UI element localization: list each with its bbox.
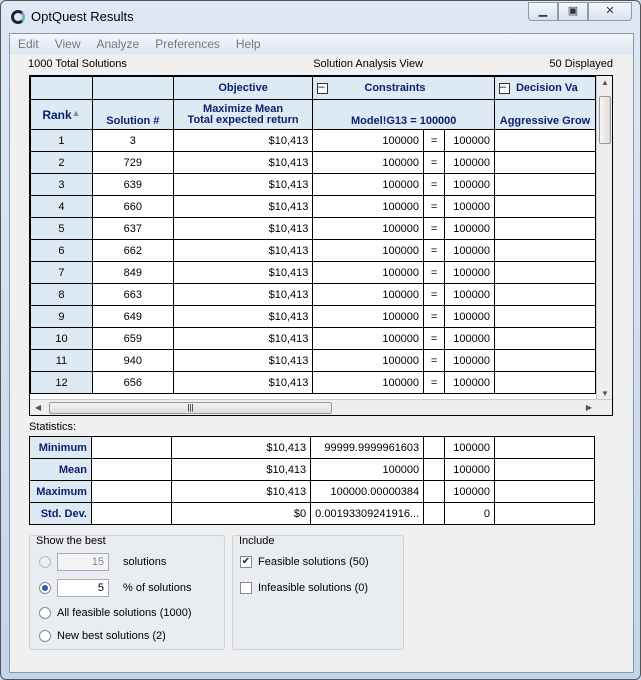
table-row[interactable] (31, 372, 596, 394)
percent-label: % of solutions (123, 582, 192, 594)
solution-cell: 637 (92, 218, 173, 240)
rank-cell: 8 (31, 284, 93, 306)
horizontal-scrollbar[interactable]: ◀ ||| ▶ (30, 399, 612, 415)
minimize-button[interactable]: ▁ (528, 2, 558, 21)
operator-cell: = (424, 350, 445, 372)
infeasible-label: Infeasible solutions (0) (258, 582, 369, 594)
decision-cell (494, 328, 595, 350)
close-button[interactable]: ✕ (588, 2, 632, 21)
window-title: OptQuest Results (31, 9, 134, 24)
stat-constraint-value: 100000.00000384 (311, 481, 424, 503)
constraint-value-cell: 100000 (313, 372, 424, 394)
client-area (9, 33, 634, 673)
rhs-cell: 100000 (445, 130, 495, 152)
rank-cell: 2 (31, 152, 93, 174)
operator-cell: = (424, 262, 445, 284)
operator-cell: = (424, 174, 445, 196)
view-name: Solution Analysis View (313, 58, 424, 70)
constraint-value-cell: 100000 (313, 196, 424, 218)
stat-rhs: 0 (445, 503, 495, 525)
solution-cell: 656 (92, 372, 173, 394)
scroll-left-icon: ◀ (35, 403, 42, 412)
rank-cell: 10 (31, 328, 93, 350)
infeasible-checkbox[interactable] (240, 582, 252, 594)
rank-cell: 7 (31, 262, 93, 284)
decision-cell (494, 130, 595, 152)
collapse-icon[interactable]: – (499, 83, 510, 94)
table-row[interactable] (31, 218, 596, 240)
constraint-value-cell: 100000 (313, 328, 424, 350)
include-title: Include (239, 535, 275, 547)
stats-row (30, 503, 595, 525)
objective-cell: $10,413 (173, 328, 313, 350)
solution-cell: 639 (92, 174, 173, 196)
table-row[interactable] (31, 130, 596, 152)
constraint-value-cell: 100000 (313, 240, 424, 262)
count-input[interactable]: 15 (57, 553, 109, 571)
table-row[interactable] (31, 284, 596, 306)
objective-subheader: Maximize Mean Total expected return (173, 100, 313, 130)
stat-label: Std. Dev. (30, 503, 92, 525)
rhs-cell: 100000 (445, 284, 495, 306)
rhs-cell: 100000 (445, 152, 495, 174)
decision-cell (494, 152, 595, 174)
constraints-label: Constraints (364, 82, 426, 94)
total-solutions: 1000 Total Solutions (28, 58, 127, 70)
rank-cell: 6 (31, 240, 93, 262)
stats-row (30, 459, 595, 481)
scroll-down-icon: ▼ (601, 389, 609, 398)
operator-cell: = (424, 218, 445, 240)
menu-edit[interactable]: Edit (18, 37, 39, 51)
stat-rhs: 100000 (445, 437, 495, 459)
solution-cell: 849 (92, 262, 173, 284)
solution-cell: 662 (92, 240, 173, 262)
scroll-right-icon: ▶ (585, 403, 592, 412)
constraints-header[interactable] (313, 77, 495, 100)
rhs-cell: 100000 (445, 174, 495, 196)
solution-cell: 649 (92, 306, 173, 328)
rank-label: Rank (42, 107, 72, 122)
decision-cell (494, 174, 595, 196)
constraint-value-cell: 100000 (313, 262, 424, 284)
stat-objective: $10,413 (172, 481, 311, 503)
count-radio[interactable] (39, 556, 51, 568)
operator-cell: = (424, 284, 445, 306)
stat-objective: $10,413 (172, 459, 311, 481)
objective-cell: $10,413 (173, 262, 313, 284)
objective-cell: $10,413 (173, 240, 313, 262)
objective-cell: $10,413 (173, 174, 313, 196)
percent-input[interactable]: 5 (57, 579, 109, 597)
table-row[interactable] (31, 174, 596, 196)
menu-bar (10, 34, 633, 54)
rhs-cell: 100000 (445, 350, 495, 372)
objective-cell: $10,413 (173, 284, 313, 306)
rhs-cell: 100000 (445, 218, 495, 240)
objective-cell: $10,413 (173, 306, 313, 328)
rank-cell: 4 (31, 196, 93, 218)
table-row[interactable] (31, 328, 596, 350)
stat-label: Mean (30, 459, 92, 481)
stat-objective: $0 (172, 503, 311, 525)
solution-cell: 940 (92, 350, 173, 372)
stat-constraint-value: 99999.9999961603 (311, 437, 424, 459)
operator-cell: = (424, 306, 445, 328)
decision-subheader: Aggressive Grow (494, 100, 595, 130)
stat-label: Minimum (30, 437, 92, 459)
stat-rhs: 100000 (445, 459, 495, 481)
table-row[interactable] (31, 196, 596, 218)
constraint-value-cell: 100000 (313, 130, 424, 152)
stat-label: Maximum (30, 481, 92, 503)
objective-cell: $10,413 (173, 130, 313, 152)
new-best-radio[interactable] (39, 630, 51, 642)
stats-row (30, 481, 595, 503)
optquest-logo-icon (11, 10, 25, 24)
operator-cell: = (424, 372, 445, 394)
feasible-label: Feasible solutions (50) (258, 556, 369, 568)
collapse-icon[interactable]: – (317, 83, 328, 94)
title-bar (11, 9, 134, 24)
include-group (232, 535, 404, 650)
menu-preferences[interactable]: Preferences (155, 37, 220, 51)
statistics-table (29, 436, 595, 525)
feasible-checkbox[interactable]: ✔ (241, 556, 251, 567)
table-row[interactable] (31, 240, 596, 262)
constraint-value-cell: 100000 (313, 174, 424, 196)
solutions-grid (29, 75, 613, 416)
menu-analyze[interactable]: Analyze (96, 37, 140, 51)
scroll-up-icon: ▲ (601, 78, 609, 87)
decision-cell (494, 240, 595, 262)
new-best-label: New best solutions (2) (57, 630, 166, 642)
operator-cell: = (424, 240, 445, 262)
operator-cell: = (424, 196, 445, 218)
all-feasible-label: All feasible solutions (1000) (57, 607, 192, 619)
table-row[interactable] (31, 152, 596, 174)
rank-cell: 5 (31, 218, 93, 240)
solution-cell: 663 (92, 284, 173, 306)
solution-header[interactable]: Solution # (92, 100, 173, 130)
operator-cell: = (424, 152, 445, 174)
sort-ascending-icon: ▲ (71, 107, 81, 118)
solution-cell: 3 (92, 130, 173, 152)
decision-cell (494, 196, 595, 218)
decision-header[interactable] (494, 77, 595, 100)
rhs-cell: 100000 (445, 306, 495, 328)
rank-cell: 9 (31, 306, 93, 328)
table-row[interactable] (31, 350, 596, 372)
all-feasible-radio[interactable] (39, 607, 51, 619)
constraint-value-cell: 100000 (313, 152, 424, 174)
constraint-value-cell: 100000 (313, 306, 424, 328)
stat-rhs: 100000 (445, 481, 495, 503)
table-row[interactable] (31, 306, 596, 328)
objective-cell: $10,413 (173, 372, 313, 394)
menu-help[interactable]: Help (235, 37, 261, 51)
displayed-count: 50 Displayed (549, 58, 613, 70)
rank-cell: 1 (31, 130, 93, 152)
objective-cell: $10,413 (173, 152, 313, 174)
percent-radio[interactable] (39, 582, 51, 594)
constraint-value-cell: 100000 (313, 284, 424, 306)
rank-header[interactable] (31, 100, 93, 130)
constraint-subheader: Model!G13 = 100000 (313, 100, 495, 130)
rank-cell: 12 (31, 372, 93, 394)
show-best-title: Show the best (36, 535, 106, 547)
constraint-value-cell: 100000 (313, 350, 424, 372)
stat-constraint-value: 0.00193309241916... (311, 503, 424, 525)
rank-cell: 3 (31, 174, 93, 196)
rhs-cell: 100000 (445, 196, 495, 218)
vertical-scrollbar[interactable] (596, 76, 612, 400)
decision-cell (494, 218, 595, 240)
stat-constraint-value: 100000 (311, 459, 424, 481)
operator-cell: = (424, 328, 445, 350)
objective-header: Objective (173, 77, 313, 100)
solution-cell: 659 (92, 328, 173, 350)
rhs-cell: 100000 (445, 262, 495, 284)
decision-cell (494, 262, 595, 284)
constraint-value-cell: 100000 (313, 218, 424, 240)
decision-label: Decision Va (515, 82, 578, 94)
objective-cell: $10,413 (173, 196, 313, 218)
menu-view[interactable]: View (54, 37, 81, 51)
solution-cell: 660 (92, 196, 173, 218)
count-label: solutions (123, 556, 167, 568)
rhs-cell: 100000 (445, 240, 495, 262)
stats-row (30, 437, 595, 459)
table-row[interactable] (31, 262, 596, 284)
rank-cell: 11 (31, 350, 93, 372)
objective-cell: $10,413 (173, 350, 313, 372)
statistics-label: Statistics: (29, 421, 77, 433)
operator-cell: = (424, 130, 445, 152)
decision-cell (494, 284, 595, 306)
rhs-cell: 100000 (445, 372, 495, 394)
show-best-group (29, 535, 225, 650)
rhs-cell: 100000 (445, 328, 495, 350)
stat-objective: $10,413 (172, 437, 311, 459)
objective-cell: $10,413 (173, 218, 313, 240)
decision-cell (494, 350, 595, 372)
maximize-button[interactable]: ▣ (558, 2, 588, 21)
decision-cell (494, 306, 595, 328)
solution-cell: 729 (92, 152, 173, 174)
decision-cell (494, 372, 595, 394)
